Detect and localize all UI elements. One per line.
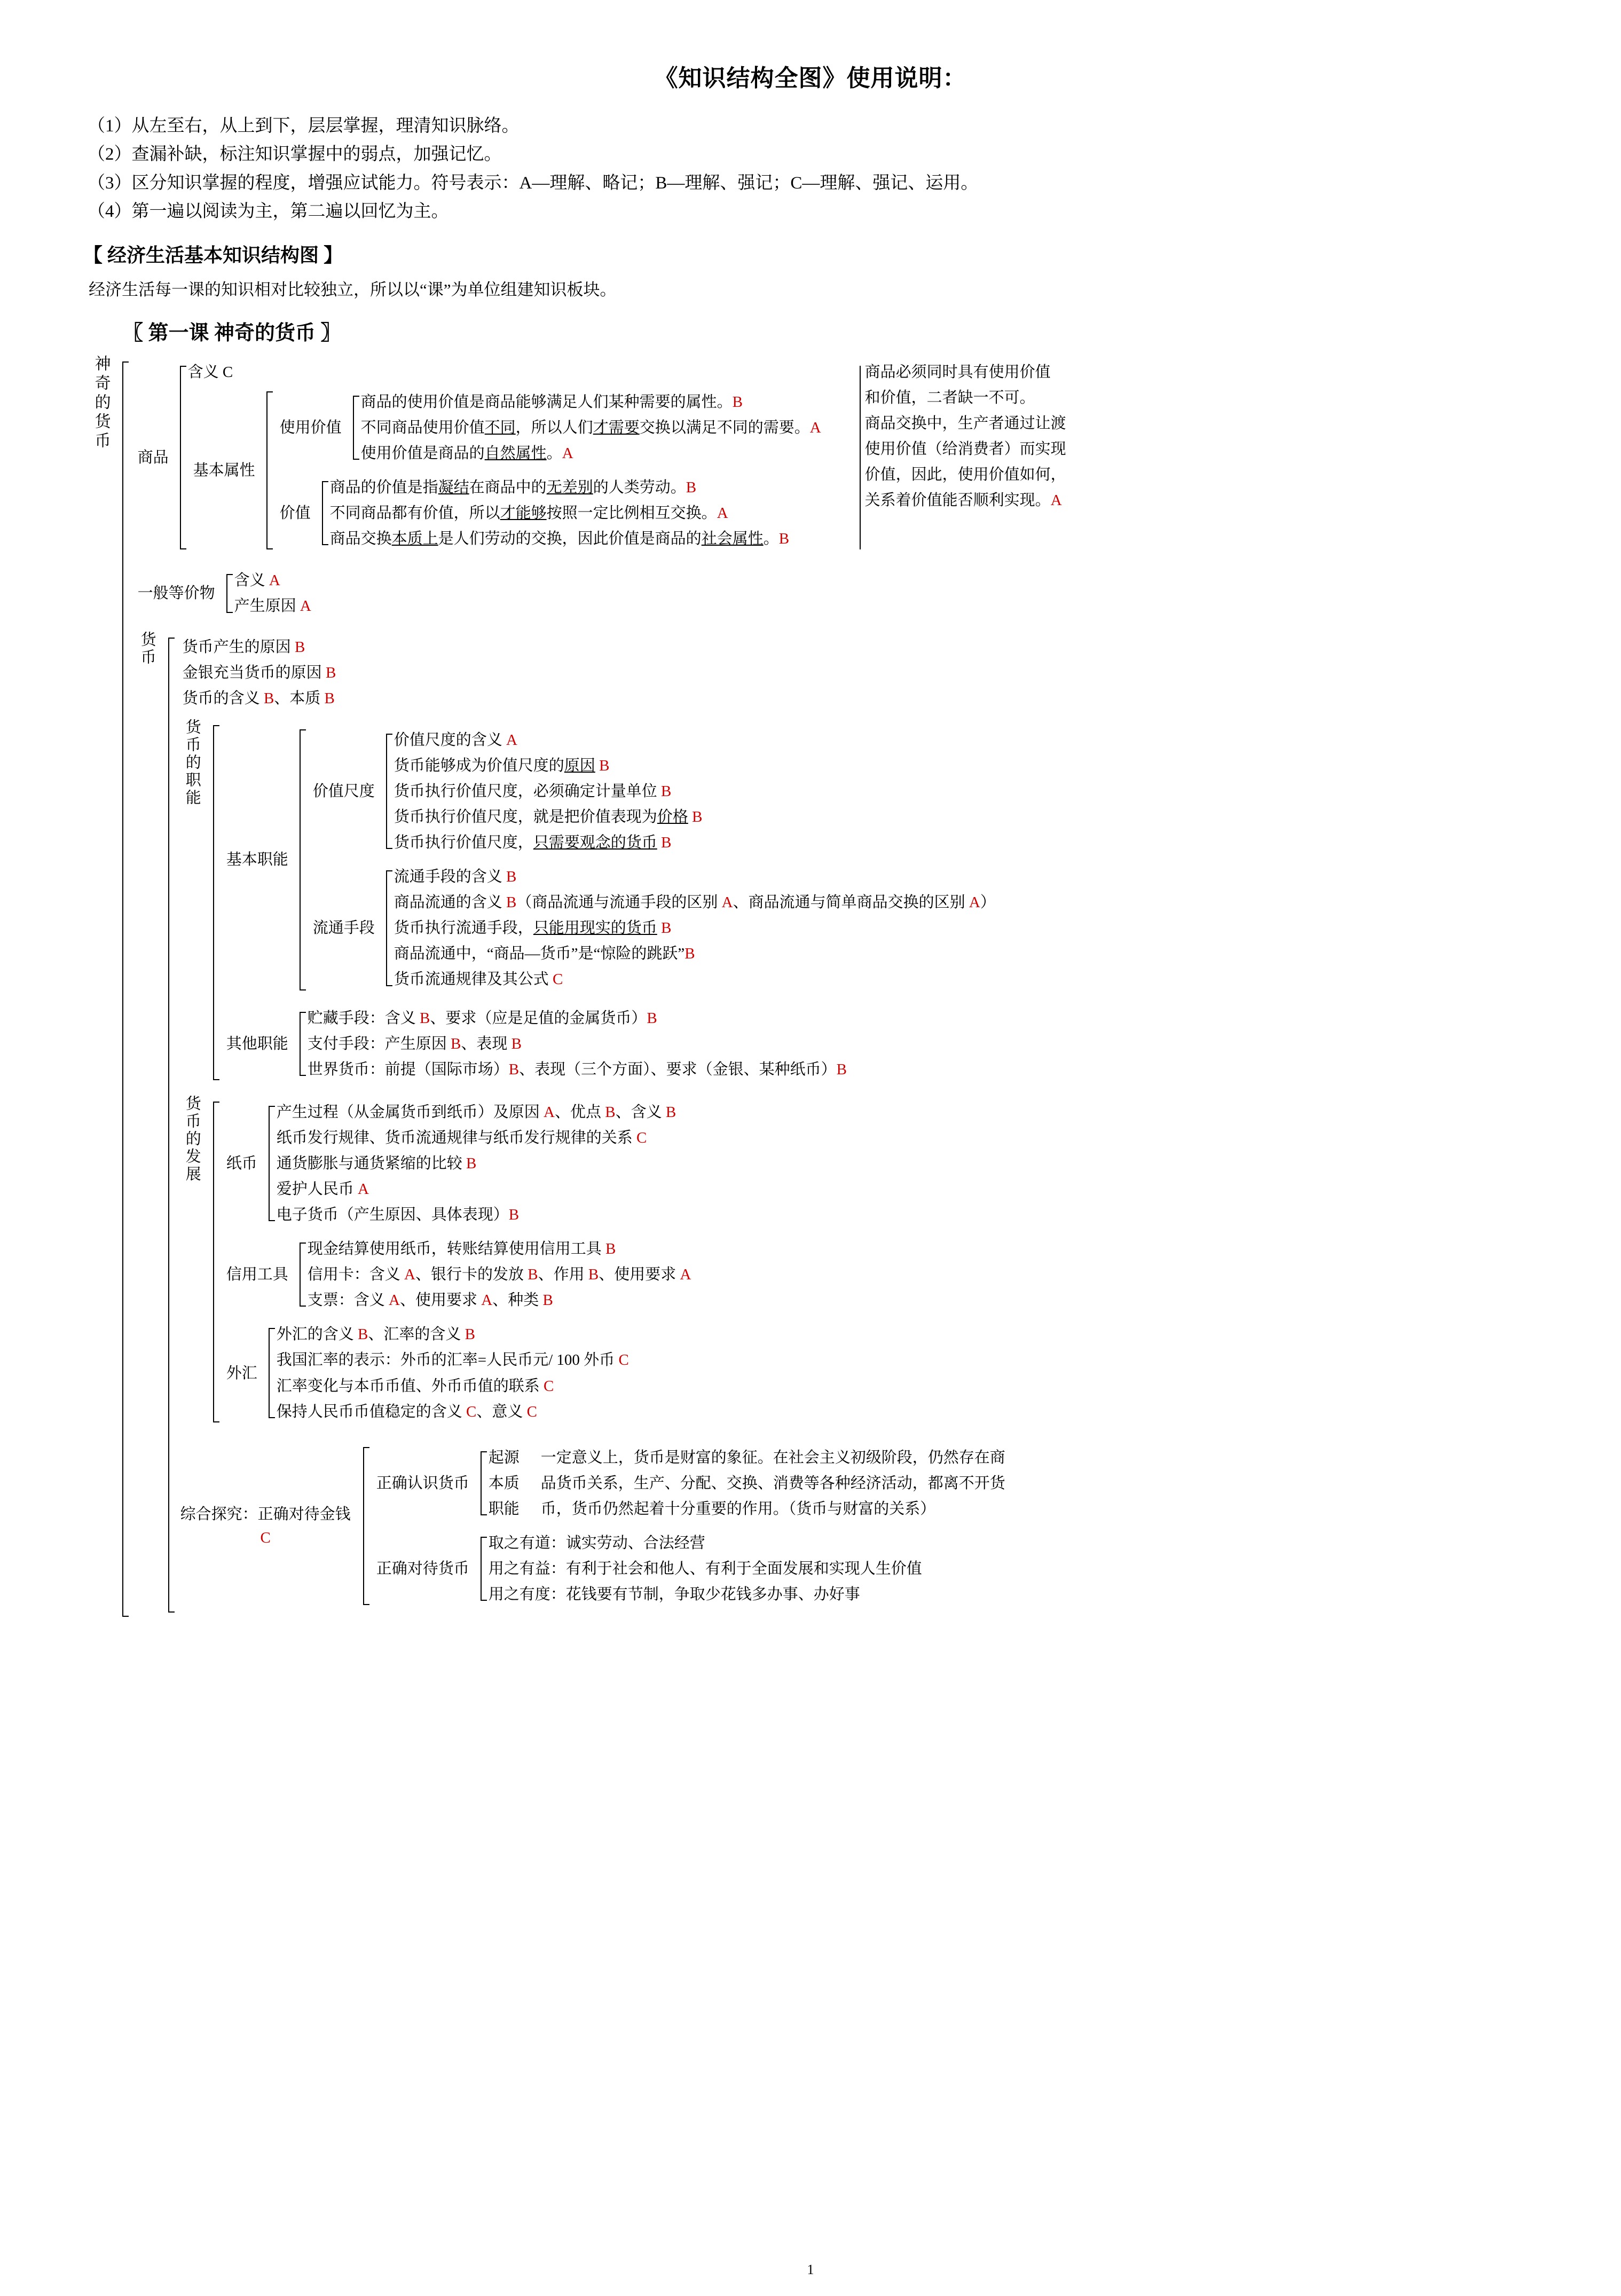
functions-label: 货币的职能	[183, 718, 201, 807]
measure-item-4: 货币执行价值尺度，就是把价值表现为价格 B	[394, 808, 703, 825]
use-value-item-2: 不同商品使用价值不同，所以人们才需要交换以满足不同的需要。A	[360, 419, 821, 436]
commodity-note-line-1: 商品必须同时具有使用价值	[864, 363, 1051, 381]
treat-money-item-1: 取之有道：诚实劳动、合法经营	[488, 1534, 705, 1552]
measure-items	[394, 727, 996, 855]
credit-tools-item-1: 现金结算使用纸币，转账结算使用信用工具 B	[307, 1240, 616, 1258]
credit-tools-items	[308, 1236, 691, 1313]
basic-attr-group	[188, 385, 821, 556]
use-value-label: 使用价值	[279, 419, 342, 436]
inquiry-label: 综合探究：正确对待金钱	[180, 1505, 351, 1523]
page-number: 1	[807, 2262, 814, 2277]
money-label: 货币	[138, 631, 156, 666]
measure-label: 价值尺度	[312, 782, 375, 800]
circulation-item-4: 商品流通中，“商品—货币”是“惊险的跳跃”B	[394, 945, 695, 963]
commodity-note-group	[853, 359, 1066, 556]
measure-item-3: 货币执行价值尺度，必须确定计量单位 B	[394, 782, 672, 800]
development-label: 货币的发展	[183, 1095, 201, 1183]
forex-item-3: 汇率变化与本币币值、外币币值的联系 C	[276, 1377, 554, 1395]
know-money-text	[520, 1445, 1005, 1522]
money-origin-item-3: 货币的含义 B、本质 B	[182, 689, 335, 707]
use-value-group	[274, 385, 821, 470]
measure-item-1: 价值尺度的含义 A	[394, 731, 517, 749]
instructions-list	[80, 112, 1541, 226]
functions-brace	[207, 719, 221, 1087]
value-item-2: 不同商品都有价值，所以才能够按照一定比例相互交换。A	[329, 505, 728, 522]
forex-item-2: 我国汇率的表示：外币的汇率=人民币元/ 100 外币 C	[276, 1351, 629, 1369]
page-title: 《知识结构全图》使用说明：	[654, 65, 967, 91]
measure-group	[308, 723, 996, 860]
equivalent-group	[132, 560, 1541, 626]
value-items	[330, 475, 821, 552]
paper-money-group	[221, 1095, 691, 1232]
circulation-item-1: 流通手段的含义 B	[394, 868, 517, 886]
inquiry-group	[177, 1433, 1541, 1619]
value-item-3: 商品交换本质上是人们劳动的交换，因此价值是商品的社会属性。B	[329, 530, 790, 548]
forex-brace	[263, 1322, 277, 1424]
value-item-1: 商品的价值是指凝结在商品中的无差别的人类劳动。B	[329, 479, 697, 497]
instruction-4: （4）第一遍以阅读为主，第二遍以回忆为主。	[88, 202, 449, 222]
use-value-item-3: 使用价值是商品的自然属性。A	[360, 445, 573, 462]
commodity-meaning: 含义 C	[187, 363, 233, 381]
money-origin-items	[177, 631, 1541, 714]
money-group	[132, 627, 1541, 1624]
know-money-key-3: 职能	[488, 1500, 520, 1517]
development-group	[177, 1091, 1541, 1433]
money-children	[177, 631, 1541, 1619]
paper-money-item-5: 电子货币（产生原因、具体表现）B	[276, 1206, 520, 1224]
other-functions-brace	[294, 1005, 308, 1082]
equivalent-item-1: 含义 A	[234, 572, 280, 589]
know-money-keys	[489, 1445, 520, 1522]
basic-attr-label: 基本属性	[193, 462, 255, 479]
forex-label: 外汇	[226, 1364, 257, 1382]
forex-item-1: 外汇的含义 B、汇率的含义 B	[276, 1326, 475, 1343]
functions-group	[177, 714, 1541, 1091]
value-brace	[316, 475, 330, 552]
commodity-group	[132, 355, 1541, 561]
commodity-label: 商品	[137, 449, 169, 467]
credit-tools-item-3: 支票：含义 A、使用要求 A、种类 B	[307, 1292, 553, 1309]
know-money-key-2: 本质	[488, 1474, 520, 1492]
know-money-brace	[475, 1445, 489, 1522]
commodity-note-line-2: 和价值，二者缺一不可。	[864, 389, 1035, 406]
credit-tools-item-2: 信用卡：含义 A、银行卡的发放 B、作用 B、使用要求 A	[307, 1266, 691, 1284]
forex-group	[221, 1317, 691, 1428]
know-money-key-1: 起源	[488, 1449, 520, 1466]
knowledge-tree	[85, 355, 1541, 1623]
paper-money-items	[277, 1099, 691, 1228]
lesson-title: 〖 第一课 神奇的货币 〗	[123, 321, 341, 344]
other-functions-row-2: 支付手段：产生原因 B、表现 B	[307, 1035, 522, 1052]
paper-money-item-3: 通货膨胀与通货紧缩的比较 B	[276, 1154, 477, 1172]
other-functions-items	[308, 1005, 996, 1082]
basic-functions-children	[308, 723, 996, 997]
functions-children	[221, 719, 996, 1087]
other-functions-row-1: 贮藏手段：含义 B、要求（应是足值的金属货币）B	[307, 1009, 657, 1027]
commodity-note-line-6: 关系着价值能否顺利实现。A	[864, 492, 1062, 509]
know-money-text-line-3: 币，货币仍然起着十分重要的作用。（货币与财富的关系）	[540, 1500, 936, 1517]
forex-items	[277, 1322, 691, 1424]
money-brace	[162, 631, 177, 1619]
commodity-note-brace	[853, 359, 865, 556]
circulation-item-3: 货币执行流通手段，只能用现实的货币 B	[394, 919, 672, 937]
other-functions-row-3: 世界货币：前提（国际市场）B、表现（三个方面）、要求（金银、某种纸币）B	[307, 1060, 847, 1078]
development-children	[221, 1095, 691, 1429]
treat-money-item-2: 用之有益：有利于社会和他人、有利于全面发展和实现人生价值	[488, 1560, 922, 1578]
value-label: 价值	[279, 505, 311, 522]
money-origin-item-1: 货币产生的原因 B	[182, 638, 305, 656]
inquiry-grade: C	[260, 1529, 271, 1546]
basic-functions-label: 基本职能	[226, 851, 288, 869]
other-functions-group	[221, 1001, 996, 1087]
basic-functions-group	[221, 719, 996, 1001]
value-group	[274, 470, 821, 556]
commodity-note-line-5: 价值，因此，使用价值如何，	[864, 466, 1066, 484]
credit-tools-group	[221, 1232, 691, 1317]
equivalent-brace	[221, 568, 234, 619]
circulation-item-2: 商品流通的含义 B（商品流通与流通手段的区别 A、商品流通与简单商品交换的区别 A）	[394, 894, 996, 911]
instruction-1: （1）从左至右，从上到下，层层掌握，理清知识脉络。	[88, 116, 520, 136]
money-origin-item-2: 金银充当货币的原因 B	[182, 664, 336, 681]
know-money-text-line-2: 品货币关系，生产、分配、交换、消费等各种经济活动，都离不开货	[540, 1474, 1005, 1492]
commodity-brace	[174, 359, 188, 556]
circulation-brace	[380, 864, 394, 992]
tree-root-group	[85, 355, 1541, 1623]
measure-brace	[380, 727, 394, 855]
inquiry-brace	[357, 1441, 371, 1611]
root-label: 神奇的货币	[92, 355, 110, 451]
circulation-item-5: 货币流通规律及其公式 C	[394, 971, 563, 988]
basic-attr-brace	[261, 385, 274, 556]
equivalent-items	[234, 568, 1541, 619]
basic-attr-children	[274, 385, 821, 556]
know-money-group	[371, 1441, 1005, 1526]
use-value-items	[361, 389, 821, 466]
instruction-3: （3）区分知识掌握的程度，增强应试能力。符号表示：A—理解、略记；B—理解、强记；C—理解、强记、运用。	[88, 173, 979, 193]
inquiry-label-wrap	[177, 1441, 357, 1611]
treat-money-label: 正确对待货币	[376, 1560, 469, 1578]
paper-money-brace	[263, 1099, 277, 1228]
development-brace	[207, 1095, 221, 1429]
circulation-label: 流通手段	[312, 919, 375, 937]
basic-functions-brace	[294, 723, 308, 997]
section-heading: 【 经济生活基本知识结构图 】	[83, 244, 343, 266]
know-money-text-line-1: 一定意义上，货币是财富的象征。在社会主义初级阶段，仍然存在商	[540, 1449, 1005, 1466]
commodity-note	[865, 359, 1066, 556]
paper-money-item-1: 产生过程（从金属货币到纸币）及原因 A、优点 B、含义 B	[276, 1103, 676, 1121]
root-brace	[116, 355, 132, 1623]
equivalent-label: 一般等价物	[137, 585, 215, 602]
instruction-2: （2）查漏补缺，标注知识掌握中的弱点，加强记忆。	[88, 145, 502, 164]
root-children	[132, 355, 1541, 1623]
treat-money-item-3: 用之有度：花钱要有节制，争取少花钱多办事、办好事	[488, 1586, 860, 1603]
paper-money-item-2: 纸币发行规律、货币流通规律与纸币发行规律的关系 C	[276, 1129, 647, 1146]
commodity-children	[188, 359, 821, 556]
commodity-note-line-4: 使用价值（给消费者）而实现	[864, 441, 1066, 458]
other-functions-label: 其他职能	[226, 1035, 288, 1052]
forex-item-4: 保持人民币币值稳定的含义 C、意义 C	[276, 1403, 537, 1420]
use-value-item-1: 商品的使用价值是商品能够满足人们某种需要的属性。B	[360, 393, 743, 411]
measure-item-2: 货币能够成为价值尺度的原因 B	[394, 757, 610, 774]
section-note: 经济生活每一课的知识相对比较独立，所以以“课”为单位组建知识板块。	[89, 280, 617, 299]
circulation-items	[394, 864, 996, 992]
know-money-label: 正确认识货币	[376, 1474, 469, 1492]
equivalent-item-2: 产生原因 A	[234, 597, 311, 615]
credit-tools-label: 信用工具	[226, 1266, 288, 1284]
measure-item-5: 货币执行价值尺度，只需要观念的货币 B	[394, 834, 672, 852]
credit-tools-brace	[294, 1236, 308, 1313]
paper-money-item-4: 爱护人民币 A	[276, 1181, 369, 1198]
circulation-group	[308, 860, 996, 996]
treat-money-brace	[475, 1530, 489, 1607]
treat-money-group	[371, 1526, 1005, 1611]
treat-money-items	[489, 1530, 1005, 1607]
commodity-note-line-3: 商品交换中，生产者通过让渡	[864, 414, 1066, 432]
use-value-brace	[347, 389, 361, 466]
inquiry-children	[371, 1441, 1005, 1611]
paper-money-label: 纸币	[226, 1154, 257, 1172]
